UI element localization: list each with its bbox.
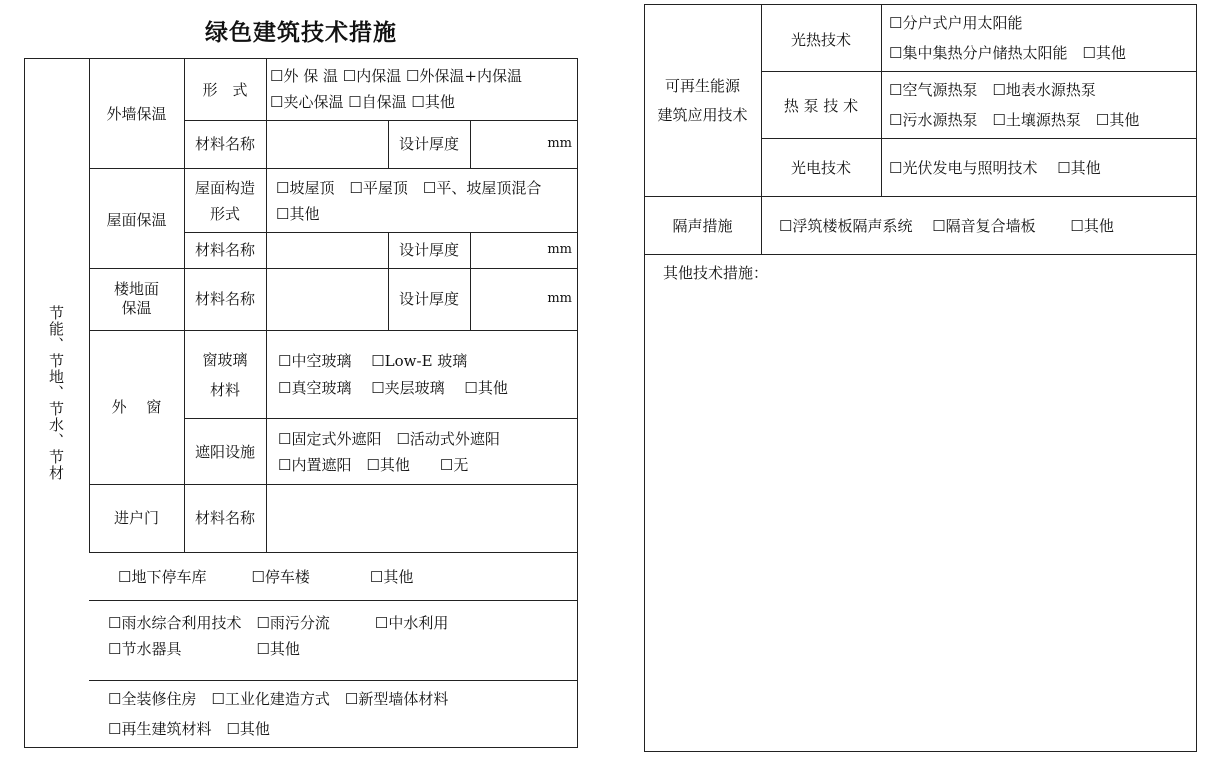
solar-thermal-options[interactable]: ☐集中集热分户储热太阳能 ☐其他 xyxy=(889,44,1126,62)
window-glass-options[interactable]: ☐中空玻璃 ☐Low-E 玻璃 xyxy=(278,352,468,370)
sound-insulation-label: 隔声措施 xyxy=(672,217,733,235)
floor-thickness-unit: mm xyxy=(547,291,572,306)
material-options[interactable]: ☐再生建筑材料 ☐其他 xyxy=(108,720,270,738)
grid-line xyxy=(184,120,578,121)
roof-form-options[interactable]: ☐其他 xyxy=(276,205,320,223)
shading-options[interactable]: ☐固定式外遮阳 ☐活动式外遮阳 xyxy=(278,430,500,448)
other-measures-label: 其他技术措施： xyxy=(663,264,769,282)
floor-insulation-label: 楼地面 xyxy=(113,280,159,298)
window-label: 外 窗 xyxy=(111,398,162,416)
shading-label: 遮阳设施 xyxy=(194,443,255,461)
roof-material-label: 材料名称 xyxy=(194,241,255,259)
heat-pump-options[interactable]: ☐污水源热泵 ☐土壤源热泵 ☐其他 xyxy=(889,111,1140,129)
window-glass-label: 材料 xyxy=(209,381,240,399)
renewable-label: 可再生能源 xyxy=(664,77,740,95)
grid-line xyxy=(184,232,578,233)
wall-form-options[interactable]: ☐外 保 温 ☐内保温 ☐外保温+内保温 xyxy=(270,67,522,85)
water-options[interactable]: ☐节水器具 ☐其他 xyxy=(108,640,300,658)
grid-line xyxy=(761,196,762,254)
pv-options[interactable]: ☐光伏发电与照明技术 ☐其他 xyxy=(889,159,1101,177)
renewable-label: 建筑应用技术 xyxy=(657,106,748,124)
grid-line xyxy=(89,268,578,269)
wall-insulation-label: 外墙保温 xyxy=(106,105,167,123)
grid-line xyxy=(761,71,1197,72)
page-title: 绿色建筑技术措施 xyxy=(205,20,397,46)
shading-options[interactable]: ☐内置遮阳 ☐其他 ☐无 xyxy=(278,456,469,474)
parking-options[interactable]: ☐地下停车库 ☐停车楼 ☐其他 xyxy=(118,568,414,586)
wall-form-options[interactable]: ☐夹心保温 ☐自保温 ☐其他 xyxy=(270,93,455,111)
roof-thickness-label: 设计厚度 xyxy=(398,241,459,259)
heat-pump-label: 热 泵 技 术 xyxy=(783,97,859,115)
category-label: 节能、节地、节水、节材 xyxy=(47,305,65,481)
grid-line xyxy=(644,196,1197,197)
wall-form-label: 形 式 xyxy=(202,81,248,99)
floor-thickness-label: 设计厚度 xyxy=(398,290,459,308)
grid-line xyxy=(89,600,578,601)
grid-line xyxy=(89,552,578,553)
material-options[interactable]: ☐全装修住房 ☐工业化建造方式 ☐新型墙体材料 xyxy=(108,690,449,708)
roof-form-label: 形式 xyxy=(209,205,240,223)
roof-insulation-label: 屋面保温 xyxy=(106,211,167,229)
grid-line xyxy=(89,680,578,681)
window-glass-options[interactable]: ☐真空玻璃 ☐夹层玻璃 ☐其他 xyxy=(278,379,508,397)
wall-material-label: 材料名称 xyxy=(194,135,255,153)
heat-pump-options[interactable]: ☐空气源热泵 ☐地表水源热泵 xyxy=(889,81,1096,99)
floor-insulation-label: 保温 xyxy=(121,299,152,317)
roof-form-label: 屋面构造 xyxy=(194,179,255,197)
grid-line xyxy=(881,4,882,196)
wall-thickness-label: 设计厚度 xyxy=(398,135,459,153)
floor-material-label: 材料名称 xyxy=(194,290,255,308)
grid-line xyxy=(644,254,1197,255)
grid-line xyxy=(761,138,1197,139)
pv-label: 光电技术 xyxy=(790,159,851,177)
wall-thickness-unit: mm xyxy=(547,136,572,151)
grid-line xyxy=(89,168,578,169)
solar-thermal-options[interactable]: ☐分户式户用太阳能 xyxy=(889,14,1023,32)
grid-line xyxy=(184,418,578,419)
solar-thermal-label: 光热技术 xyxy=(790,31,851,49)
door-material-label: 材料名称 xyxy=(194,509,255,527)
water-options[interactable]: ☐雨水综合利用技术 ☐雨污分流 ☐中水利用 xyxy=(108,614,449,632)
grid-line xyxy=(89,484,578,485)
sound-insulation-options[interactable]: ☐浮筑楼板隔声系统 ☐隔音复合墙板 ☐其他 xyxy=(779,217,1114,235)
window-glass-label: 窗玻璃 xyxy=(202,351,248,369)
grid-line xyxy=(266,58,267,552)
grid-line xyxy=(89,330,578,331)
entry-door-label: 进户门 xyxy=(113,509,159,527)
roof-thickness-unit: mm xyxy=(547,242,572,257)
roof-form-options[interactable]: ☐坡屋顶 ☐平屋顶 ☐平、坡屋顶混合 xyxy=(276,179,542,197)
